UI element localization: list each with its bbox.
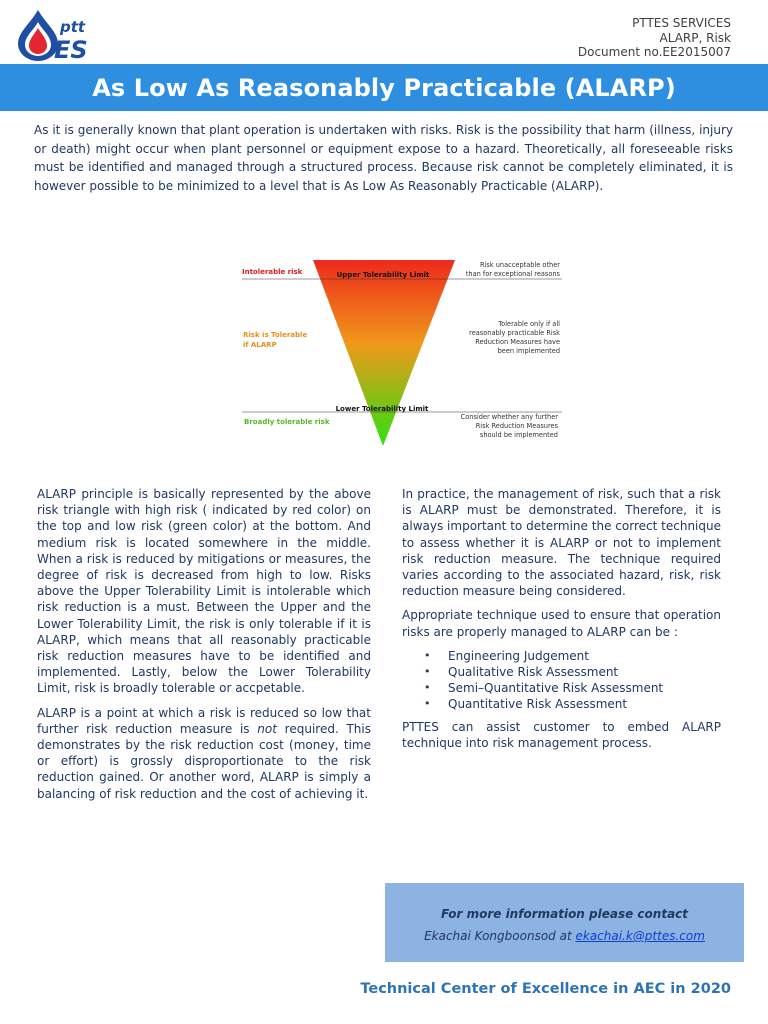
contact-email-link[interactable]: ekachai.k@pttes.com bbox=[575, 929, 705, 943]
contact-box bbox=[385, 883, 744, 962]
right-column bbox=[402, 486, 721, 759]
alarp-definition-paragraph bbox=[37, 705, 371, 802]
pttes-assist-paragraph: PTTES can assist customer to embed ALARP technique into risk management process. bbox=[402, 719, 721, 751]
left-column bbox=[37, 486, 371, 810]
risk-triangle bbox=[313, 260, 455, 446]
tolerable-risk-label-2: if ALARP bbox=[243, 341, 277, 349]
tolerable-risk-label-1: Risk is Tolerable bbox=[243, 331, 308, 339]
definition-text-end: required. This demonstrates by the risk reduction cost (money, time or effort) is grossly disproportionate to the risk reduction gained. Or another word, ALARP is simply a balancing of risk reduction and the cost of achieving it. bbox=[37, 721, 372, 801]
list-item bbox=[424, 664, 721, 680]
note-mid-2: reasonably practicable Risk bbox=[469, 329, 560, 337]
logo-ptt-text: ptt bbox=[60, 18, 86, 36]
bullet-icon: • bbox=[424, 680, 431, 694]
bullet-icon: • bbox=[424, 648, 431, 662]
footer-tagline: Technical Center of Excellence in AEC in 2020 bbox=[360, 981, 731, 997]
techniques-intro-paragraph: Appropriate technique used to ensure that operation risks are properly managed to ALARP can be : bbox=[402, 608, 721, 639]
company-name: PTTES SERVICES bbox=[632, 16, 731, 30]
note-top-2: than for exceptional reasons bbox=[465, 270, 560, 278]
techniques-list bbox=[402, 648, 721, 712]
document-number: Document no.EE2015007 bbox=[577, 45, 731, 59]
contact-line bbox=[385, 929, 744, 943]
bullet-icon: • bbox=[424, 664, 431, 678]
contact-heading: For more information please contact bbox=[440, 907, 689, 921]
bullet-icon: • bbox=[424, 696, 431, 710]
note-mid-3: Reduction Measures have bbox=[475, 338, 560, 346]
note-bottom-3: should be implemented bbox=[479, 431, 558, 439]
lower-tolerability-limit-label: Lower Tolerability Limit bbox=[335, 405, 429, 413]
technique-label: Quantitative Risk Assessment bbox=[448, 696, 628, 711]
broadly-tolerable-label: Broadly tolerable risk bbox=[244, 418, 330, 426]
page-title: As Low As Reasonably Practicable (ALARP) bbox=[92, 73, 676, 102]
list-item bbox=[424, 696, 721, 712]
contact-name: Ekachai Kongboonsod at bbox=[424, 929, 576, 943]
upper-tolerability-limit-label: Upper Tolerability Limit bbox=[336, 271, 430, 279]
document-topic: ALARP, Risk bbox=[659, 30, 731, 45]
alarp-diagram bbox=[236, 250, 572, 450]
document-info bbox=[578, 16, 731, 60]
logo-es-text: ES bbox=[54, 36, 88, 62]
note-bottom-1: Consider whether any further bbox=[460, 413, 558, 421]
intro-paragraph: As it is generally known that plant operation is undertaken with risks. Risk is the possibility that harm (illness, injury or death) might occur when plant personnel or equipment expose to a hazard. Theoretically, all foreseeable risks must be identified and managed through a structured process. Because risk cannot be completely eliminated, it is however possible to be minimized to a level that is As Low As Reasonably Practicable (ALARP). bbox=[34, 123, 733, 193]
practice-paragraph: In practice, the management of risk, such that a risk is ALARP must be demonstrated. Therefore, it is always important to determine the correct technique to assess whether it is ALARP or not to implement risk reduction measure. The technique required varies according to the associated hazard, risk, risk reduction measure being considered. bbox=[402, 487, 721, 599]
pttes-logo bbox=[14, 8, 94, 62]
technique-label: Semi–Quantitative Risk Assessment bbox=[448, 680, 664, 695]
definition-text-start: ALARP is a point at which a risk is reduced so low that further risk reduction measure is bbox=[37, 705, 371, 736]
technique-label: Engineering Judgement bbox=[448, 648, 589, 663]
note-top-1: Risk unacceptable other bbox=[479, 261, 560, 269]
definition-emphasis: not bbox=[257, 721, 277, 736]
note-mid-1: Tolerable only if all bbox=[498, 320, 560, 328]
intolerable-risk-label: Intolerable risk bbox=[242, 268, 303, 276]
note-mid-4: been implemented bbox=[497, 347, 560, 355]
list-item bbox=[424, 648, 721, 664]
list-item bbox=[424, 680, 721, 696]
alarp-principle-paragraph: ALARP principle is basically represented by the above risk triangle with high risk ( indicated by red color) on the top and low risk (green color) at the bottom. And medium risk is located somewhere in the middle. When a risk is reduced by mitigations or measures, the degree of risk is decreased from high to low. Risks above the Upper Tolerability Limit is intolerable which risk reduction is a must. Between the Upper and the Lower Tolerability Limit, the risk is only tolerable if it is ALARP, which means that all reasonably practicable risk reduction measures have to be identified and implemented. Lastly, below the Lower Tolerability Limit, risk is broadly tolerable or accpetable. bbox=[37, 487, 371, 696]
note-bottom-2: Risk Reduction Measures bbox=[475, 422, 558, 430]
title-bar bbox=[0, 64, 768, 111]
technique-label: Qualitative Risk Assessment bbox=[448, 664, 619, 679]
